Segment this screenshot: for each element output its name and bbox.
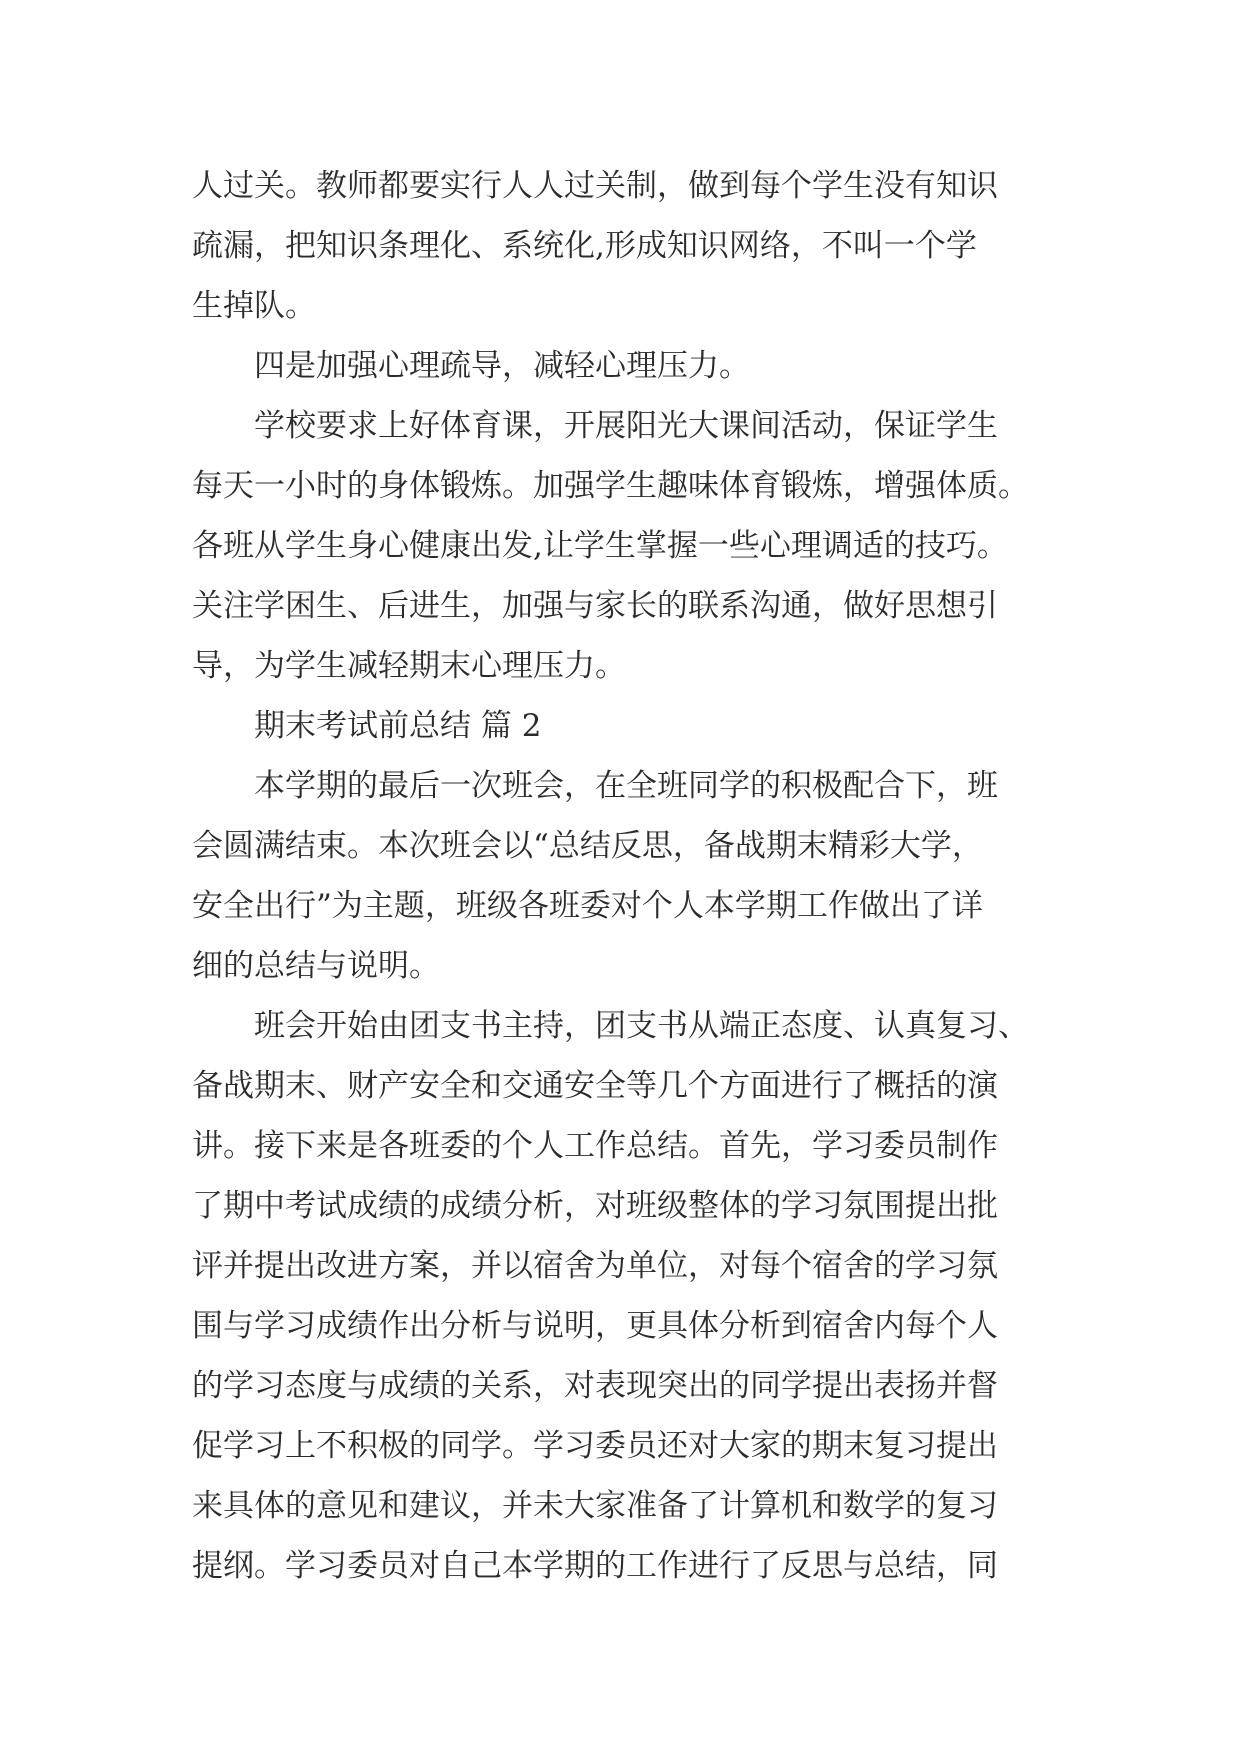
text-line: 人过关。教师都要实行人人过关制，做到每个学生没有知识 xyxy=(192,168,998,204)
body-text xyxy=(192,156,1062,1596)
text-line: 讲。接下来是各班委的个人工作总结。首先，学习委员制作 xyxy=(192,1128,998,1164)
text-line: 来具体的意见和建议，并未大家准备了计算机和数学的复习 xyxy=(192,1488,998,1524)
text-line: 的学习态度与成绩的关系，对表现突出的同学提出表扬并督 xyxy=(192,1368,998,1404)
text-line: 提纲。学习委员对自己本学期的工作进行了反思与总结，同 xyxy=(192,1548,998,1584)
paragraph-start: 学校要求上好体育课，开展阳光大课间活动，保证学生 xyxy=(254,408,998,444)
text-line: 疏漏，把知识条理化、系统化,形成知识网络，不叫一个学 xyxy=(192,228,977,264)
text-line: 安全出行”为主题，班级各班委对个人本学期工作做出了详 xyxy=(192,888,983,924)
text-line: 各班从学生身心健康出发,让学生掌握一些心理调适的技巧。 xyxy=(192,528,1008,564)
text-line: 细的总结与说明。 xyxy=(192,948,440,984)
section-title: 期末考试前总结 篇 2 xyxy=(254,708,542,744)
text-line: 促学习上不积极的同学。学习委员还对大家的期末复习提出 xyxy=(192,1428,998,1464)
paragraph-heading: 四是加强心理疏导，减轻心理压力。 xyxy=(254,348,750,384)
text-line: 会圆满结束。本次班会以“总结反思，备战期末精彩大学， xyxy=(192,828,983,864)
text-line: 生掉队。 xyxy=(192,288,316,324)
paragraph-start: 班会开始由团支书主持，团支书从端正态度、认真复习、 xyxy=(254,1008,1029,1044)
text-line: 了期中考试成绩的成绩分析，对班级整体的学习氛围提出批 xyxy=(192,1188,998,1224)
text-line: 评并提出改进方案，并以宿舍为单位，对每个宿舍的学习氛 xyxy=(192,1248,998,1284)
text-line: 导，为学生减轻期末心理压力。 xyxy=(192,648,626,684)
text-line: 围与学习成绩作出分析与说明，更具体分析到宿舍内每个人 xyxy=(192,1308,998,1344)
paragraph-start: 本学期的最后一次班会，在全班同学的积极配合下，班 xyxy=(254,768,998,804)
text-line: 每天一小时的身体锻炼。加强学生趣味体育锻炼，增强体质。 xyxy=(192,468,1029,504)
text-line: 备战期末、财产安全和交通安全等几个方面进行了概括的演 xyxy=(192,1068,998,1104)
text-line: 关注学困生、后进生，加强与家长的联系沟通，做好思想引 xyxy=(192,588,998,624)
